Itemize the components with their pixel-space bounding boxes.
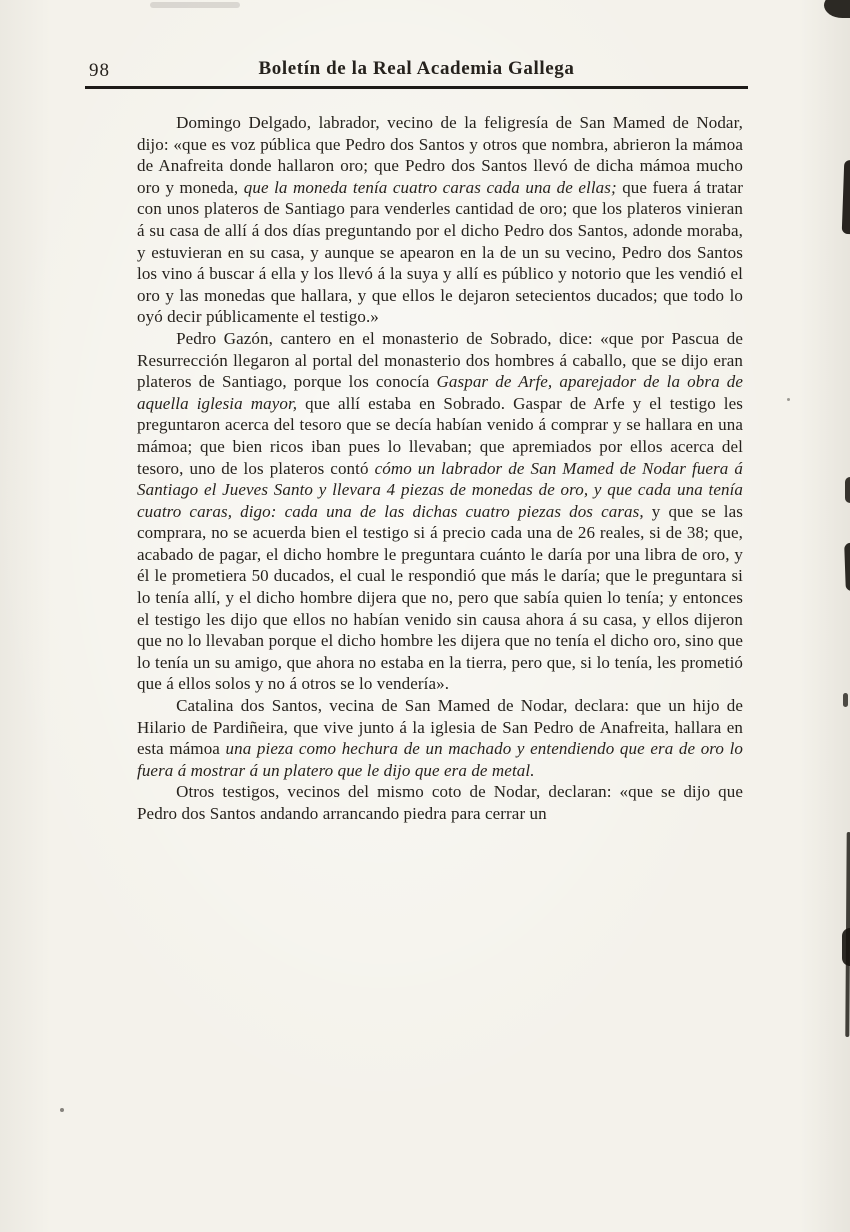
paragraph (137, 695, 743, 781)
scan-artifact (842, 160, 850, 234)
text-run: y que se las comprara, no se acuerda bien el testigo si á precio cada una de 26 reales, si de 38; que, acabado de pagar, el dicho hombre le preguntara cuánto le daría por una libra de oro, y él le prometiera 50 ducados, el cual le respondió que más le daría; que le preguntara si lo tenía allí, y el dicho hombre dijera que no, pero que sabía quien lo tenía; y entonces el testigo les dijo que ellos no habían venido sin causa ahora á su casa, y ellos dijeron que no lo llevaban porque el dicho hombre les dijera que no tenía el dicho oro, sino que lo tenía un su amigo, que ahora no estaba en la tierra, pero que, si lo tenía, les prometió que á ellos solos y no á otros se lo vendería». (137, 501, 743, 694)
text-run: Catalina dos Santos, vecina de San Mamed de Nodar, declara: que un hijo de Hilario de Pardiñeira, que vive junto á la iglesia de San Pedro de Anafreita, hallara en esta mámoa (137, 696, 743, 759)
text-run: que la moneda tenía cuatro caras cada una de ellas; (243, 177, 617, 197)
paragraph (137, 328, 743, 695)
text-run: Otros testigos, vecinos del mismo coto de Nodar, declaran: «que se dijo que Pedro dos Santos andando arrancando piedra para cerrar un (137, 782, 743, 823)
scan-artifact (824, 0, 850, 18)
text-run: Domingo Delgado, labrador, vecino de la feligresía de San Mamed de Nodar, dijo: «que es voz pública que Pedro dos Santos y otros que nombra, abrieron la mámoa de Anafreita donde hallaron oro; que Pedro dos Santos llevó de dicha mámoa mucho oro y moneda, (137, 113, 743, 197)
scan-artifact (787, 398, 790, 401)
page-body (137, 112, 743, 825)
header-title: Boletín de la Real Academia Gallega (258, 58, 575, 79)
text-run: que fuera á tratar con unos plateros de Santiago para venderles cantidad de oro; que los plateros vinieran á su casa de allí á dos días preguntando por el dicho Pedro dos Santos, adonde moraba, y estuvieran en su casa, y aunque se apearon en la de un su vecino, Pedro dos Santos los vino á buscar á ella y los llevó á la suya y allí es público y notorio que les vendió el oro y las monedas que hallara, y que ellos le dejaron setecientos ducados; que todo lo oyó decir públicamente el testigo.» (137, 177, 744, 327)
scan-artifact (60, 1108, 64, 1112)
scan-artifact (845, 477, 850, 503)
paragraph (137, 781, 743, 824)
text-run: cómo un labrador de San Mamed de Nodar fuera á Santiago el Jueves Santo y llevara 4 piezas de monedas de oro, y que cada una tenía cuatro caras, digo: cada una de las dichas cuatro piezas dos caras, (137, 458, 743, 521)
scan-artifact (843, 693, 848, 707)
scan-artifact (842, 928, 850, 966)
text-run: una pieza como hechura de un machado y entendiendo que era de oro lo fuera á mostrar á un platero que le dijo que era de metal. (137, 739, 743, 780)
text-run: que allí estaba en Sobrado. Gaspar de Arfe y el testigo les preguntaron acerca del tesoro que se decía habían venido á comprar y se hallara en una mámoa; que bien ricos iban pues lo llevaban; que apremiados por ellos acerca del tesoro, uno de los plateros contó (137, 393, 743, 478)
page-number: 98 (89, 60, 110, 81)
paragraph (137, 112, 743, 328)
text-run: Gaspar de Arfe, aparejador de la obra de aquella iglesia mayor, (137, 372, 743, 413)
scan-artifact (844, 543, 850, 591)
page-header (85, 56, 748, 89)
text-run: Pedro Gazón, cantero en el monasterio de Sobrado, dice: «que por Pascua de Resurrección llegaron al portal del monasterio dos hombres á caballo, que se dijo eran plateros de Santiago, porque los conocía (137, 328, 743, 392)
scan-artifact (150, 2, 240, 8)
